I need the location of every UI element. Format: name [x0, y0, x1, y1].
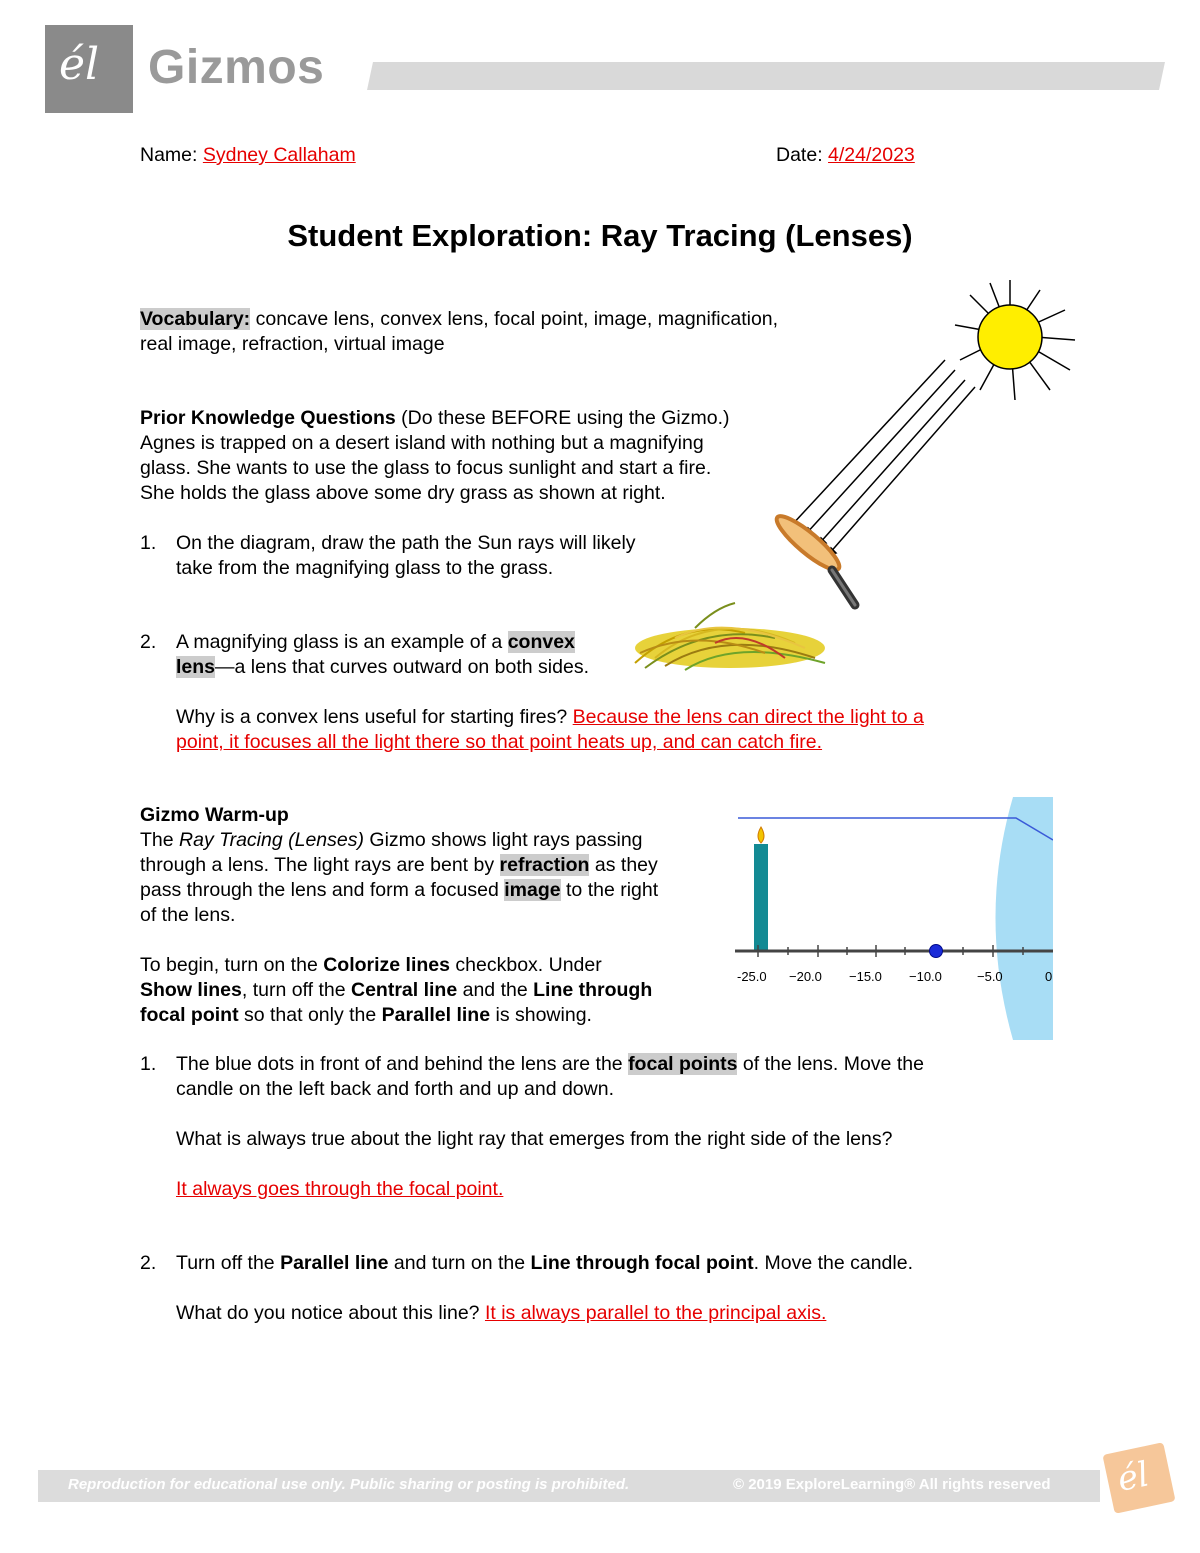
term-refraction: refraction [499, 854, 590, 876]
date-label: Date: [776, 144, 823, 166]
term-lens: lens [176, 656, 216, 678]
warmup-q1-b: of the lens. Move the [737, 1053, 924, 1075]
warmup-p1-d: pass through the lens and form a focused [140, 879, 505, 901]
central-line-term: Central line [351, 979, 458, 1001]
explorelearning-logo [45, 25, 133, 113]
prior-q2-answer-b: point, it focuses all the light there so that point heats up, and can catch fire. [176, 731, 823, 753]
warmup-q2-number: 2. [140, 1252, 157, 1274]
tick-label: −20.0 [789, 969, 822, 984]
warmup-q2-c: . Move the candle. [753, 1252, 913, 1274]
name-value: Sydney Callaham [202, 144, 356, 166]
parallel-line-term-2: Parallel line [280, 1252, 389, 1274]
warmup-p1-the: The [140, 829, 180, 851]
tick-label: 0 [1045, 969, 1053, 984]
parallel-line-term: Parallel line [381, 1004, 491, 1026]
vocabulary-label: Vocabulary: [140, 308, 251, 330]
warmup-p2-e: so that only the [238, 1004, 382, 1026]
prior-line-3: She holds the glass above some dry grass as shown at right. [140, 482, 666, 504]
warmup-p2-c: , turn off the [241, 979, 351, 1001]
warmup-q2-question: What do you notice about this line? [176, 1302, 485, 1324]
warmup-q1-question: What is always true about the light ray that emerges from the right side of the lens? [176, 1128, 893, 1150]
header-bar [367, 62, 1165, 90]
prior-q1 [176, 531, 636, 581]
prior-q2-number: 2. [140, 631, 157, 653]
warmup-q1-number: 1. [140, 1053, 157, 1075]
warmup-p1-a: Gizmo shows light rays passing [364, 829, 643, 851]
term-convex: convex [507, 631, 575, 653]
candle-icon [754, 827, 768, 951]
vocabulary [140, 307, 778, 357]
tick-label: −15.0 [849, 969, 882, 984]
prior-q1-line-1: On the diagram, draw the path the Sun rays will likely [176, 532, 636, 554]
prior-q2-pre: A magnifying glass is an example of a [176, 631, 508, 653]
focal-point-dot [930, 945, 943, 958]
name-line [140, 143, 356, 168]
prior-line-1: Agnes is trapped on a desert island with nothing but a magnifying [140, 432, 704, 454]
warmup [140, 803, 730, 1028]
footer-disclaimer: Reproduction for educational use only. Public sharing or posting is prohibited. [68, 1476, 630, 1493]
sun-rays [790, 360, 975, 555]
tick-label: -25.0 [737, 969, 767, 984]
warmup-q1-a: The blue dots in front of and behind the lens are the [176, 1053, 629, 1075]
footer-copyright: © 2019 ExploreLearning® All rights reserved [733, 1476, 1051, 1493]
prior-q2-question: Why is a convex lens useful for starting fires? [176, 706, 573, 728]
tick-label: −5.0 [977, 969, 1003, 984]
prior-q1-number: 1. [140, 532, 157, 554]
prior-q1-line-2: take from the magnifying glass to the grass. [176, 557, 554, 579]
page-title: Student Exploration: Ray Tracing (Lenses) [287, 218, 913, 253]
sun-icon [955, 280, 1075, 400]
prior-knowledge [140, 406, 730, 506]
date-line [776, 143, 915, 168]
sun-lens-illustration [770, 275, 1090, 615]
warmup-q1-answer: It always goes through the focal point. [176, 1178, 504, 1200]
warmup-heading: Gizmo Warm-up [140, 804, 289, 826]
warmup-p1-e: to the right [560, 879, 659, 901]
lens-shape [996, 797, 1054, 1040]
warmup-q1 [176, 1052, 1056, 1202]
warmup-q2-answer: It is always parallel to the principal axis. [484, 1302, 827, 1324]
footer-badge-mark: él [1113, 1454, 1153, 1500]
prior-heading-note: (Do these BEFORE using the Gizmo.) [395, 407, 730, 429]
warmup-p1-f: of the lens. [140, 904, 236, 926]
gizmo-name: Ray Tracing (Lenses) [179, 829, 364, 851]
warmup-p2-f: is showing. [490, 1004, 592, 1026]
vocabulary-line-2: real image, refraction, virtual image [140, 333, 445, 355]
gizmos-brand: Gizmos [148, 41, 325, 94]
warmup-p1-b: through a lens. The light rays are bent by [140, 854, 500, 876]
term-focal-points: focal points [628, 1053, 738, 1075]
prior-line-2: glass. She wants to use the glass to focus sunlight and start a fire. [140, 457, 712, 479]
warmup-q2 [176, 1251, 1056, 1326]
prior-q2-post: —a lens that curves outward on both sides. [215, 656, 589, 678]
line-through-term: Line through [533, 979, 653, 1001]
warmup-p2-d: and the [457, 979, 534, 1001]
colorize-lines-term: Colorize lines [323, 954, 450, 976]
term-image: image [504, 879, 561, 901]
warmup-p2-a: To begin, turn on the [140, 954, 324, 976]
warmup-q1-c: candle on the left back and forth and up and down. [176, 1078, 614, 1100]
prior-heading: Prior Knowledge Questions [140, 407, 396, 429]
tick-label: −10.0 [909, 969, 942, 984]
prior-q2 [176, 630, 1036, 755]
warmup-p2-b: checkbox. Under [450, 954, 602, 976]
focal-point-term: focal point [140, 1004, 239, 1026]
vocabulary-line-1: concave lens, convex lens, focal point, image, magnification, [250, 308, 779, 330]
logo-mark: él [59, 39, 100, 90]
name-label: Name: [140, 144, 198, 166]
line-through-focal-term: Line through focal point [530, 1252, 754, 1274]
show-lines-term: Show lines [140, 979, 242, 1001]
date-value: 4/24/2023 [828, 144, 915, 166]
warmup-q2-a: Turn off the [176, 1252, 281, 1274]
warmup-q2-b: and turn on the [388, 1252, 531, 1274]
footer-badge [1102, 1442, 1175, 1514]
gizmo-screenshot [733, 797, 1053, 1040]
prior-q2-answer-a: Because the lens can direct the light to a [572, 706, 924, 728]
magnifying-glass-icon [771, 510, 855, 605]
warmup-p1-c: as they [589, 854, 658, 876]
